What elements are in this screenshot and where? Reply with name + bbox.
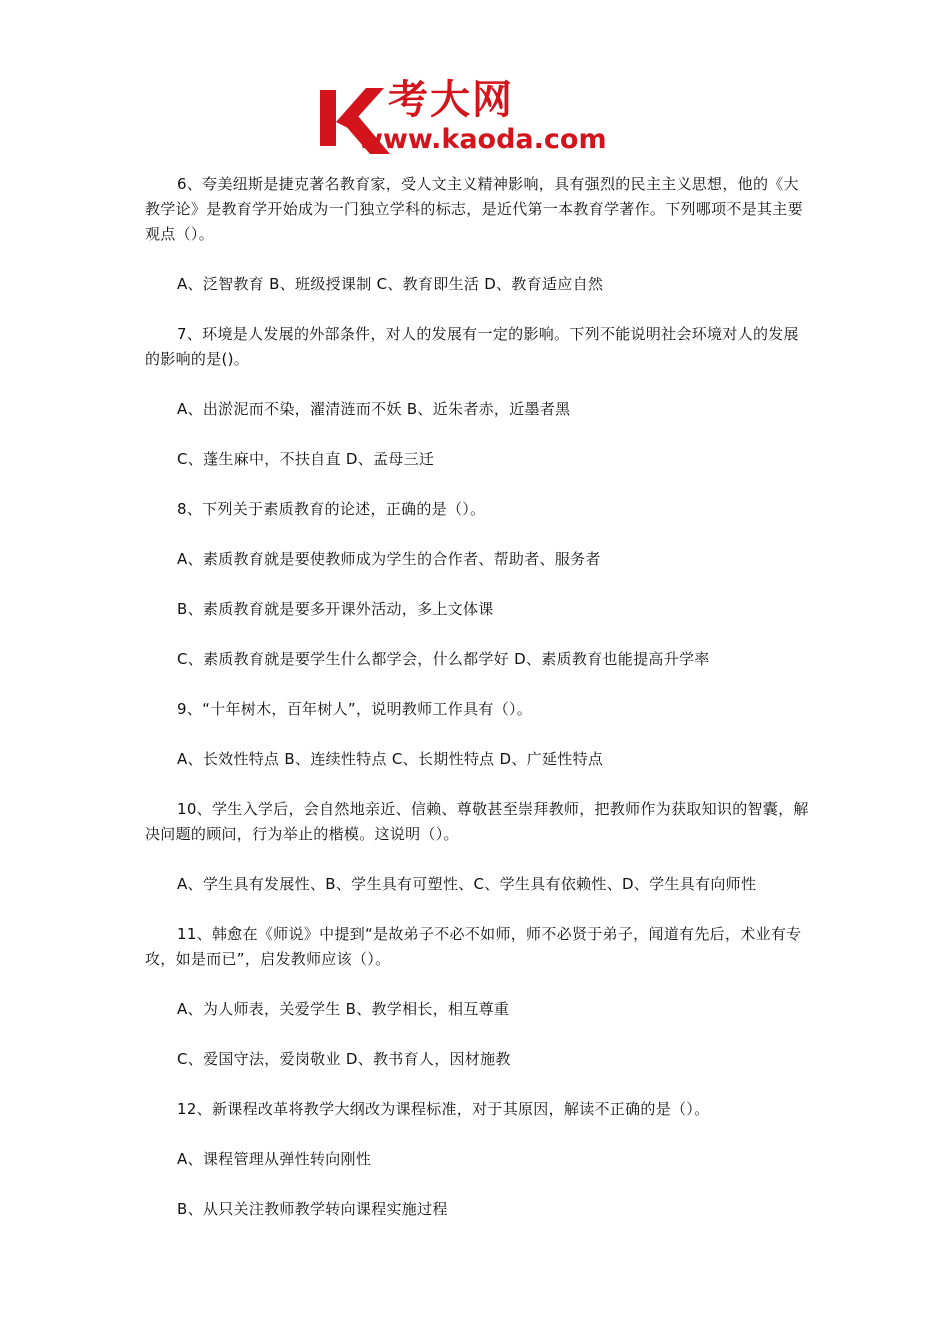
kaoda-logo xyxy=(318,77,638,158)
question-6-options: A、泛智教育 B、班级授课制 C、教育即生活 D、教育适应自然 xyxy=(177,275,604,293)
question-8: 8、下列关于素质教育的论述，正确的是（）。 xyxy=(177,500,486,518)
question-7: 7、环境是人发展的外部条件，对人的发展有一定的影响。下列不能说明社会环境对人的发展的影响的是()。 xyxy=(145,325,799,368)
logo-url: www.kaoda.com xyxy=(358,124,607,155)
question-12-option-a: A、课程管理从弹性转向刚性 xyxy=(177,1150,372,1168)
question-7-options-cd: C、蓬生麻中，不扶自直 D、孟母三迁 xyxy=(177,450,435,468)
question-12-option-b: B、从只关注教师教学转向课程实施过程 xyxy=(177,1200,448,1218)
question-10: 10、学生入学后，会自然地亲近、信赖、尊敬甚至崇拜教师，把教师作为获取知识的智囊，解决问题的顾问，行为举止的楷模。这说明（）。 xyxy=(145,800,809,843)
question-10-options: A、学生具有发展性、B、学生具有可塑性、C、学生具有依赖性、D、学生具有向师性 xyxy=(177,875,757,893)
question-12: 12、新课程改革将教学大纲改为课程标准，对于其原因，解读不正确的是（）。 xyxy=(177,1100,710,1118)
question-7-options-ab: A、出淤泥而不染，濯清涟而不妖 B、近朱者赤，近墨者黑 xyxy=(177,400,571,418)
question-8-option-b: B、素质教育就是要多开课外活动，多上文体课 xyxy=(177,600,494,618)
document-body xyxy=(145,172,810,1222)
question-9-options: A、长效性特点 B、连续性特点 C、长期性特点 D、广延性特点 xyxy=(177,750,604,768)
question-9: 9、“十年树木，百年树人”，说明教师工作具有（）。 xyxy=(177,700,533,718)
question-11: 11、韩愈在《师说》中提到“是故弟子不必不如师，师不必贤于弟子，闻道有先后，术业有专攻，如是而已”，启发教师应该（）。 xyxy=(145,925,802,968)
question-8-option-a: A、素质教育就是要使教师成为学生的合作者、帮助者、服务者 xyxy=(177,550,601,568)
question-6: 6、夸美纽斯是捷克著名教育家，受人文主义精神影响，具有强烈的民主主义思想，他的《大教学论》是教育学开始成为一门独立学科的标志，是近代第一本教育学著作。下列哪项不是其主要观点（）。 xyxy=(145,175,803,243)
question-11-options-ab: A、为人师表，关爱学生 B、教学相长，相互尊重 xyxy=(177,1000,510,1018)
question-11-options-cd: C、爱国守法，爱岗敬业 D、教书育人，因材施教 xyxy=(177,1050,511,1068)
question-8-options-cd: C、素质教育就是要学生什么都学会，什么都学好 D、素质教育也能提高升学率 xyxy=(177,650,710,668)
logo-title: 考大网 xyxy=(388,77,514,123)
